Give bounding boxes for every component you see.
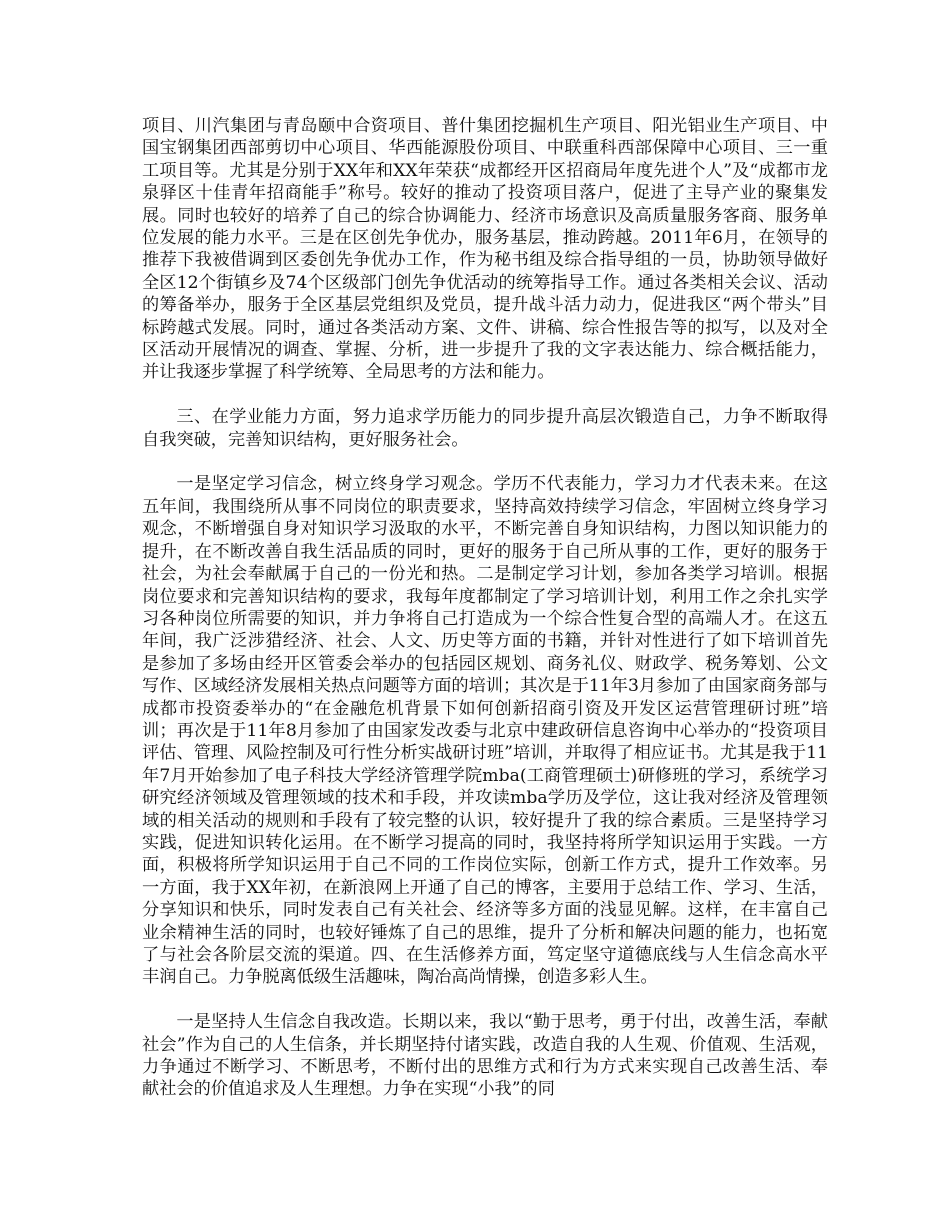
document-body — [142, 115, 828, 1101]
paragraph-continued-work-experience: 项目、川汽集团与青岛颐中合资项目、普什集团挖掘机生产项目、阳光铝业生产项目、中国宝钢集团西部剪切中心项目、华西能源股份项目、中联重科西部保障中心项目、三一重工项目等。尤其是分别于XX年和XX年荣获“成都经开区招商局年度先进个人”及“成都市龙泉驿区十佳青年招商能手”称号。较好的推动了投资项目落户，促进了主导产业的聚集发展。同时也较好的培养了自己的综合协调能力、经济市场意识及高质量服务客商、服务单位发展的能力水平。三是在区创先争优办，服务基层，推动跨越。2011年6月，在领导的推荐下我被借调到区委创先争优办工作，作为秘书组及综合指导组的一员，协助领导做好全区12个街镇乡及74个区级部门创先争优活动的统筹指导工作。通过各类相关会议、活动的筹备举办，服务于全区基层党组织及党员，提升战斗活力动力，促进我区“两个带头”目标跨越式发展。同时，通过各类活动方案、文件、讲稿、综合性报告等的拟写，以及对全区活动开展情况的调查、掌握、分析，进一步提升了我的文字表达能力、综合概括能力，并让我逐步掌握了科学统筹、全局思考的方法和能力。 — [142, 116, 828, 383]
paragraph-section-three-heading: 三、在学业能力方面，努力追求学历能力的同步提升高层次锻造自己，力争不断取得自我突破，完善知识结构，更好服务社会。 — [142, 407, 828, 450]
paragraph-learning-belief: 一是坚定学习信念，树立终身学习观念。学历不代表能力，学习力才代表未来。在这五年间，我围绕所从事不同岗位的职责要求，坚持高效持续学习信念，牢固树立终身学习观念，不断增强自身对知识学习汲取的水平，不断完善自身知识结构，力图以知识能力的提升，在不断改善自我生活品质的同时，更好的服务于自己所从事的工作，更好的服务于社会，为社会奉献属于自己的一份光和热。二是制定学习计划，参加各类学习培训。根据岗位要求和完善知识结构的要求，我每年度都制定了学习培训计划，利用工作之余扎实学习各种岗位所需要的知识，并力争将自己打造成为一个综合性复合型的高端人才。在这五年间，我广泛涉猎经济、社会、人文、历史等方面的书籍，并针对性进行了如下培训首先是参加了多场由经开区管委会举办的包括园区规划、商务礼仪、财政学、税务筹划、公文写作、区域经济发展相关热点问题等方面的培训；其次是于11年3月参加了由国家商务部与成都市投资委举办的“在金融危机背景下如何创新招商引资及开发区运营管理研讨班”培训；再次是于11年8月参加了由国家发改委与北京中建政研信息咨询中心举办的“投资项目评估、管理、风险控制及可行性分析实战研讨班”培训，并取得了相应证书。尤其是我于11年7月开始参加了电子科技大学经济管理学院mba(工商管理硕士)研修班的学习，系统学习研究经济领域及管理领域的技术和手段，并攻读mba学历及学位，这让我对经济及管理领域的相关活动的规则和手段有了较完整的认识，较好提升了我的综合素质。三是坚持学习实践，促进知识转化运用。在不断学习提高的同时，我坚持将所学知识运用于实践。一方面，积极将所学知识运用于自己不同的工作岗位实际，创新工作方式，提升工作效率。另一方面，我于XX年初，在新浪网上开通了自己的博客，主要用于总结工作、学习、生活，分享知识和快乐，同时发表自己有关社会、经济等多方面的浅显见解。这样，在丰富自己业余精神生活的同时，也较好锤炼了自己的思维，提升了分析和解决问题的能力，也拓宽了与社会各阶层交流的渠道。四、在生活修养方面，笃定坚守道德底线与人生信念高水平丰润自己。力争脱离低级生活趣味，陶冶高尚情操，创造多彩人生。 — [142, 474, 828, 988]
paragraph-life-belief: 一是坚持人生信念自我改造。长期以来，我以“勤于思考，勇于付出，改善生活，奉献社会”作为自己的人生信条，并长期坚持付诸实践，改造自我的人生观、价值观、生活观，力争通过不断学习、不断思考，不断付出的思维方式和行为方式来实现自己改善生活、奉献社会的价值追求及人生理想。力争在实现“小我”的同 — [142, 1012, 828, 1100]
